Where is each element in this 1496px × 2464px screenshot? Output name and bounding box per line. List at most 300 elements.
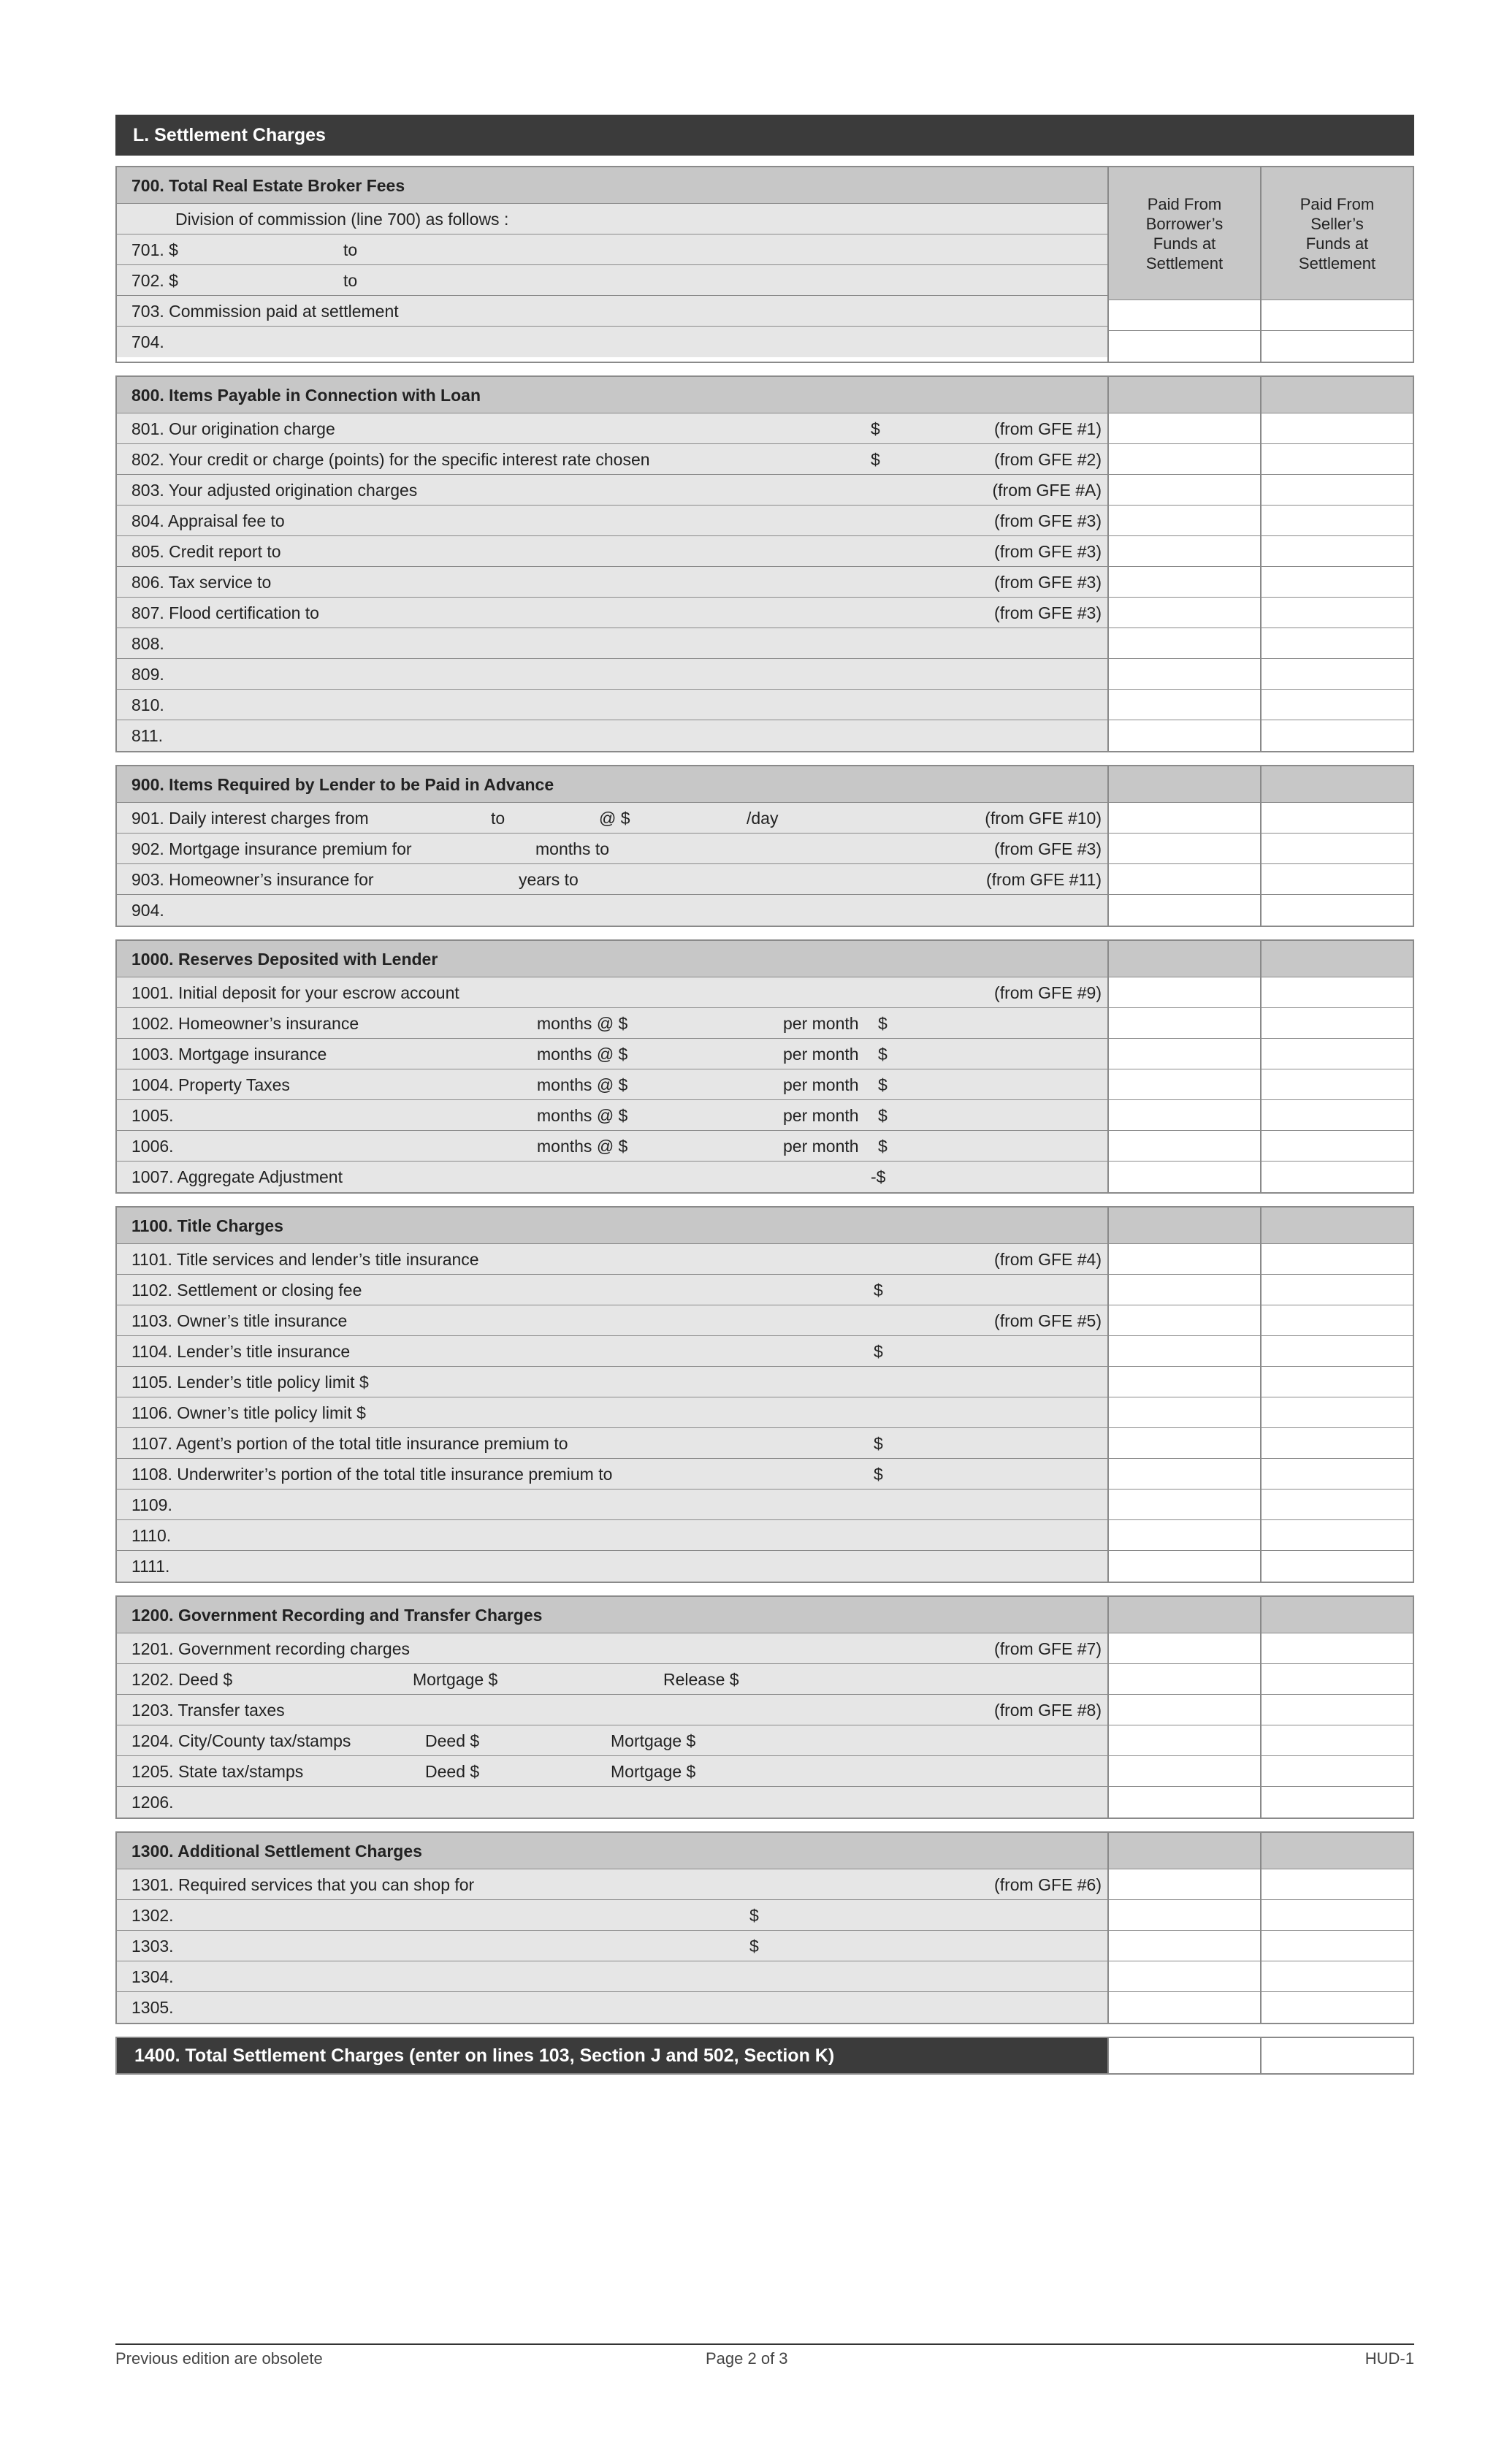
row-1202-release: Release $ [663, 1670, 739, 1689]
seller-amount-cell[interactable] [1262, 536, 1413, 567]
borrower-amount-cell[interactable] [1109, 895, 1260, 926]
borrower-amount-cell[interactable] [1109, 659, 1260, 690]
seller-amount-cell[interactable] [1262, 1520, 1413, 1551]
section-700 [115, 166, 1414, 363]
row-902-label: 902. Mortgage insurance premium for [131, 839, 412, 858]
row-label: 1101. Title services and lender’s title insurance [131, 1250, 479, 1269]
seller-column [1260, 1208, 1413, 1582]
section-1100 [115, 1206, 1414, 1583]
row-label: 807. Flood certification to [131, 603, 319, 622]
row-label: 808. [131, 634, 164, 653]
per-month-label: per month [783, 1137, 859, 1156]
seller-header-spacer [1262, 1208, 1413, 1244]
borrower-amount-cell[interactable] [1109, 1162, 1260, 1192]
seller-header-spacer [1262, 1597, 1413, 1633]
gfe-reference: (from GFE #1) [994, 419, 1102, 438]
months-at-label: months @ $ [537, 1014, 628, 1033]
row-1100-10[interactable] [117, 1551, 1107, 1582]
row-904-label: 904. [131, 901, 164, 920]
section-900 [115, 765, 1414, 927]
dollar-sign: $ [874, 1281, 883, 1300]
division-label: Division of commission (line 700) as follows : [175, 210, 509, 229]
row-903-years: years to [519, 870, 579, 889]
section-700-header: 700. Total Real Estate Broker Fees [117, 167, 1107, 204]
borrower-header-line: Funds at [1153, 234, 1216, 253]
row-label: 1108. Underwriter’s portion of the total title insurance premium to [131, 1465, 613, 1484]
row-label: 1104. Lender’s title insurance [131, 1342, 351, 1361]
gfe-reference: (from GFE #3) [994, 542, 1102, 561]
section-1000-header: 1000. Reserves Deposited with Lender [117, 941, 1107, 977]
seller-amount-cell[interactable] [1262, 1008, 1413, 1039]
dollar-sign: $ [749, 1937, 759, 1956]
row-1100-8[interactable] [117, 1490, 1107, 1520]
borrower-amount-cell[interactable] [1109, 1869, 1260, 1900]
seller-amount-cell[interactable] [1262, 1931, 1413, 1961]
per-month-label: per month [783, 1045, 859, 1064]
row-800-9[interactable] [117, 690, 1107, 720]
gfe-reference: (from GFE #A) [992, 481, 1102, 500]
seller-amount-cell[interactable] [1262, 1664, 1413, 1695]
row-division [117, 204, 1107, 234]
row-label: 810. [131, 695, 164, 714]
row-800-3[interactable] [117, 506, 1107, 536]
row-1202-mortgage: Mortgage $ [413, 1670, 498, 1689]
seller-amount-703[interactable] [1262, 300, 1413, 331]
row-label: 809. [131, 665, 164, 684]
row-1001-gfe: (from GFE #9) [994, 983, 1102, 1002]
borrower-header-spacer [1109, 766, 1260, 803]
seller-amount-cell[interactable] [1262, 413, 1413, 444]
seller-column [1260, 1597, 1413, 1818]
seller-amount-cell[interactable] [1262, 1633, 1413, 1664]
dollar-sign: $ [874, 1342, 883, 1361]
row-1001[interactable] [117, 977, 1107, 1008]
row-703-label: 703. Commission paid at settlement [131, 302, 399, 321]
seller-amount-cell[interactable] [1262, 977, 1413, 1008]
borrower-amount-cell[interactable] [1109, 1039, 1260, 1069]
row-1300-2[interactable] [117, 1931, 1107, 1961]
row-label: 1301. Required services that you can shop for [131, 1875, 475, 1894]
row-1300-0[interactable] [117, 1869, 1107, 1900]
borrower-amount-cell[interactable] [1109, 864, 1260, 895]
borrower-amount-cell[interactable] [1109, 598, 1260, 628]
borrower-amount-cell[interactable] [1109, 1551, 1260, 1582]
gfe-reference: (from GFE #6) [994, 1875, 1102, 1894]
row-1100-5[interactable] [117, 1397, 1107, 1428]
row-800-7[interactable] [117, 628, 1107, 659]
seller-amount-cell[interactable] [1262, 1725, 1413, 1756]
dollar-sign: $ [871, 419, 880, 438]
months-at-label: months @ $ [537, 1106, 628, 1125]
row-label: 1106. Owner’s title policy limit $ [131, 1403, 366, 1422]
row-1204-label: 1204. City/County tax/stamps [131, 1731, 351, 1750]
row-800-8[interactable] [117, 659, 1107, 690]
borrower-column [1107, 766, 1260, 926]
row-label: 801. Our origination charge [131, 419, 335, 438]
row-label: 1302. [131, 1906, 174, 1925]
row-label: 1109. [131, 1495, 172, 1514]
gfe-reference: (from GFE #4) [994, 1250, 1102, 1269]
seller-amount-cell[interactable] [1262, 1305, 1413, 1336]
borrower-amount-cell[interactable] [1109, 1305, 1260, 1336]
row-1100-4[interactable] [117, 1367, 1107, 1397]
borrower-amount-cell[interactable] [1109, 1367, 1260, 1397]
row-1007-dollar: -$ [871, 1167, 886, 1186]
seller-amount-cell[interactable] [1262, 1695, 1413, 1725]
seller-amount-cell[interactable] [1262, 1490, 1413, 1520]
borrower-amount-703[interactable] [1109, 300, 1260, 331]
seller-column [1260, 377, 1413, 751]
row-label: 1111. [131, 1557, 170, 1576]
borrower-header-line: Settlement [1145, 253, 1224, 272]
row-1202-label: 1202. Deed $ [131, 1670, 233, 1689]
row-label: 1105. Lender’s title policy limit $ [131, 1373, 369, 1392]
seller-amount-cell[interactable] [1262, 475, 1413, 506]
gfe-reference: (from GFE #3) [994, 573, 1102, 592]
seller-amount-cell[interactable] [1262, 1551, 1413, 1582]
seller-amount-cell[interactable] [1262, 1131, 1413, 1162]
row-label: 1003. Mortgage insurance [131, 1045, 327, 1064]
borrower-amount-cell[interactable] [1109, 1787, 1260, 1818]
borrower-amount-cell[interactable] [1109, 1131, 1260, 1162]
row-1204[interactable] [117, 1725, 1107, 1756]
row-903[interactable] [117, 864, 1107, 895]
borrower-amount-cell[interactable] [1109, 1008, 1260, 1039]
borrower-column [1107, 1833, 1260, 2023]
borrower-amount-cell[interactable] [1109, 1520, 1260, 1551]
row-1000-3[interactable] [117, 1100, 1107, 1131]
section-1000 [115, 939, 1414, 1194]
seller-amount-cell[interactable] [1262, 1992, 1413, 2023]
seller-amount-cell[interactable] [1262, 598, 1413, 628]
seller-header-spacer [1262, 766, 1413, 803]
seller-header-line: Settlement [1298, 253, 1376, 272]
seller-header-spacer [1262, 1833, 1413, 1869]
borrower-amount-cell[interactable] [1109, 690, 1260, 720]
row-1000-4[interactable] [117, 1131, 1107, 1162]
row-1100-6[interactable] [117, 1428, 1107, 1459]
row-1300-1[interactable] [117, 1900, 1107, 1931]
row-1000-1[interactable] [117, 1039, 1107, 1069]
borrower-amount-cell[interactable] [1109, 628, 1260, 659]
row-702-to: to [343, 271, 358, 290]
borrower-amount-cell[interactable] [1109, 1695, 1260, 1725]
row-1205-mortgage: Mortgage $ [611, 1762, 696, 1781]
total-label: 1400. Total Settlement Charges (enter on lines 103, Section J and 502, Section K) [117, 2038, 1107, 2073]
seller-amount-cell[interactable] [1262, 834, 1413, 864]
dollar-sign: $ [874, 1434, 883, 1453]
borrower-amount-cell[interactable] [1109, 1490, 1260, 1520]
borrower-amount-cell[interactable] [1109, 1336, 1260, 1367]
section-1300 [115, 1831, 1414, 2024]
borrower-amount-cell[interactable] [1109, 1992, 1260, 2023]
seller-header-line: Paid From [1300, 194, 1375, 213]
row-901-day: /day [747, 809, 779, 828]
seller-amount-cell[interactable] [1262, 1428, 1413, 1459]
dollar-sign: $ [749, 1906, 759, 1925]
per-month-label: per month [783, 1075, 859, 1094]
borrower-column [1107, 377, 1260, 751]
row-1205[interactable] [117, 1756, 1107, 1787]
borrower-amount-cell[interactable] [1109, 1397, 1260, 1428]
row-901-to: to [491, 809, 505, 828]
row-1000-2[interactable] [117, 1069, 1107, 1100]
row-800-6[interactable] [117, 598, 1107, 628]
seller-column-header [1262, 167, 1413, 300]
borrower-header-line: Paid From [1147, 194, 1222, 213]
row-1203-label: 1203. Transfer taxes [131, 1701, 285, 1720]
row-901-label: 901. Daily interest charges from [131, 809, 369, 828]
section-1300-header: 1300. Additional Settlement Charges [117, 1833, 1107, 1869]
seller-amount-cell[interactable] [1262, 1397, 1413, 1428]
seller-amount-cell[interactable] [1262, 1459, 1413, 1490]
seller-amount-cell[interactable] [1262, 1069, 1413, 1100]
row-1100-3[interactable] [117, 1336, 1107, 1367]
borrower-amount-cell[interactable] [1109, 475, 1260, 506]
row-1100-0[interactable] [117, 1244, 1107, 1275]
borrower-column [1107, 167, 1260, 362]
row-800-1[interactable] [117, 444, 1107, 475]
section-800 [115, 375, 1414, 752]
borrower-amount-cell[interactable] [1109, 834, 1260, 864]
borrower-header-spacer [1109, 941, 1260, 977]
row-1201[interactable] [117, 1633, 1107, 1664]
seller-amount-cell[interactable] [1262, 1336, 1413, 1367]
gfe-reference: (from GFE #2) [994, 450, 1102, 469]
seller-amount-cell[interactable] [1262, 1039, 1413, 1069]
row-800-2[interactable] [117, 475, 1107, 506]
row-label: 1103. Owner’s title insurance [131, 1311, 348, 1330]
dollar-sign: $ [878, 1075, 888, 1094]
row-1204-deed: Deed $ [425, 1731, 480, 1750]
seller-amount-cell[interactable] [1262, 628, 1413, 659]
gfe-reference: (from GFE #3) [994, 511, 1102, 530]
borrower-header-spacer [1109, 1833, 1260, 1869]
seller-amount-cell[interactable] [1262, 506, 1413, 536]
seller-column [1260, 1833, 1413, 2023]
seller-amount-cell[interactable] [1262, 720, 1413, 751]
months-at-label: months @ $ [537, 1075, 628, 1094]
seller-column [1260, 941, 1413, 1192]
row-1007[interactable] [117, 1162, 1107, 1192]
row-label: 1303. [131, 1937, 174, 1956]
gfe-reference: (from GFE #5) [994, 1311, 1102, 1330]
row-label: 806. Tax service to [131, 573, 272, 592]
row-903-gfe: (from GFE #11) [985, 870, 1102, 889]
footer-edition-note: Previous edition are obsolete [115, 2349, 323, 2368]
borrower-amount-cell[interactable] [1109, 1633, 1260, 1664]
row-label: 1304. [131, 1967, 174, 1986]
seller-amount-cell[interactable] [1262, 444, 1413, 475]
row-1100-2[interactable] [117, 1305, 1107, 1336]
row-903-label: 903. Homeowner’s insurance for [131, 870, 374, 889]
row-800-4[interactable] [117, 536, 1107, 567]
dollar-sign: $ [878, 1014, 888, 1033]
seller-amount-cell[interactable] [1262, 1900, 1413, 1931]
borrower-amount-704[interactable] [1109, 331, 1260, 362]
row-1201-gfe: (from GFE #7) [994, 1639, 1102, 1658]
borrower-amount-cell[interactable] [1109, 1900, 1260, 1931]
borrower-amount-cell[interactable] [1109, 1756, 1260, 1787]
row-label: 1005. [131, 1106, 174, 1125]
per-month-label: per month [783, 1106, 859, 1125]
seller-total-amount[interactable] [1260, 2038, 1413, 2073]
per-month-label: per month [783, 1014, 859, 1033]
section-1200 [115, 1595, 1414, 1819]
seller-amount-cell[interactable] [1262, 659, 1413, 690]
seller-header-spacer [1262, 941, 1413, 977]
section-900-header: 900. Items Required by Lender to be Paid in Advance [117, 766, 1107, 803]
borrower-amount-cell[interactable] [1109, 536, 1260, 567]
dollar-sign: $ [878, 1137, 888, 1156]
borrower-column [1107, 1597, 1260, 1818]
row-1100-9[interactable] [117, 1520, 1107, 1551]
footer-form-id: HUD-1 [1365, 2349, 1414, 2368]
seller-amount-cell[interactable] [1262, 567, 1413, 598]
row-1100-7[interactable] [117, 1459, 1107, 1490]
row-label: 804. Appraisal fee to [131, 511, 285, 530]
seller-amount-704[interactable] [1262, 331, 1413, 362]
months-at-label: months @ $ [537, 1137, 628, 1156]
row-901-gfe: (from GFE #10) [985, 809, 1102, 828]
borrower-amount-cell[interactable] [1109, 1725, 1260, 1756]
borrower-amount-cell[interactable] [1109, 1931, 1260, 1961]
seller-column [1260, 766, 1413, 926]
borrower-amount-cell[interactable] [1109, 567, 1260, 598]
seller-amount-cell[interactable] [1262, 1869, 1413, 1900]
borrower-amount-cell[interactable] [1109, 720, 1260, 751]
row-702-label: 702. $ [131, 271, 178, 290]
seller-amount-cell[interactable] [1262, 895, 1413, 926]
seller-amount-cell[interactable] [1262, 1367, 1413, 1397]
borrower-header-spacer [1109, 377, 1260, 413]
row-1203-gfe: (from GFE #8) [994, 1701, 1102, 1720]
dollar-sign: $ [878, 1106, 888, 1125]
row-703[interactable] [117, 296, 1107, 327]
seller-amount-cell[interactable] [1262, 1961, 1413, 1992]
seller-amount-cell[interactable] [1262, 1787, 1413, 1818]
settlement-charges-form [115, 115, 1414, 2075]
seller-amount-cell[interactable] [1262, 803, 1413, 834]
row-1000-0[interactable] [117, 1008, 1107, 1039]
row-701-label: 701. $ [131, 240, 178, 259]
row-902-months: months to [535, 839, 609, 858]
seller-amount-cell[interactable] [1262, 1244, 1413, 1275]
row-1202[interactable] [117, 1664, 1107, 1695]
row-label: 1305. [131, 1998, 174, 2017]
dollar-sign: $ [878, 1045, 888, 1064]
borrower-column-header [1109, 167, 1260, 300]
row-1206[interactable] [117, 1787, 1107, 1818]
borrower-amount-cell[interactable] [1109, 506, 1260, 536]
seller-amount-cell[interactable] [1262, 690, 1413, 720]
row-label: 1006. [131, 1137, 174, 1156]
row-800-10[interactable] [117, 720, 1107, 751]
months-at-label: months @ $ [537, 1045, 628, 1064]
seller-header-line: Seller’s [1310, 214, 1364, 233]
row-1205-label: 1205. State tax/stamps [131, 1762, 304, 1781]
row-1100-1[interactable] [117, 1275, 1107, 1305]
borrower-total-amount[interactable] [1107, 2038, 1260, 2073]
borrower-column [1107, 1208, 1260, 1582]
row-1205-deed: Deed $ [425, 1762, 480, 1781]
borrower-amount-cell[interactable] [1109, 1428, 1260, 1459]
borrower-header-line: Borrower’s [1145, 214, 1224, 233]
row-901-at: @ $ [599, 809, 630, 828]
section-1100-header: 1100. Title Charges [117, 1208, 1107, 1244]
row-label: 1004. Property Taxes [131, 1075, 290, 1094]
row-label: 1110. [131, 1526, 172, 1545]
row-704[interactable] [117, 327, 1107, 357]
seller-header-line: Funds at [1305, 234, 1369, 253]
row-902[interactable] [117, 834, 1107, 864]
row-1300-4[interactable] [117, 1992, 1107, 2023]
row-800-0[interactable] [117, 413, 1107, 444]
row-1201-label: 1201. Government recording charges [131, 1639, 410, 1658]
seller-column [1260, 167, 1413, 362]
row-1001-label: 1001. Initial deposit for your escrow account [131, 983, 459, 1002]
borrower-amount-cell[interactable] [1109, 803, 1260, 834]
borrower-amount-cell[interactable] [1109, 1664, 1260, 1695]
seller-amount-cell[interactable] [1262, 1162, 1413, 1192]
row-label: 1107. Agent’s portion of the total title insurance premium to [131, 1434, 568, 1453]
page-footer [115, 2343, 1414, 2374]
row-1204-mortgage: Mortgage $ [611, 1731, 696, 1750]
borrower-amount-cell[interactable] [1109, 1459, 1260, 1490]
row-701[interactable] [117, 234, 1107, 265]
borrower-amount-cell[interactable] [1109, 1244, 1260, 1275]
row-702[interactable] [117, 265, 1107, 296]
row-label: 1102. Settlement or closing fee [131, 1281, 362, 1300]
dollar-sign: $ [871, 450, 880, 469]
row-1300-3[interactable] [117, 1961, 1107, 1992]
row-800-5[interactable] [117, 567, 1107, 598]
borrower-header-spacer [1109, 1208, 1260, 1244]
borrower-column [1107, 941, 1260, 1192]
row-label: 805. Credit report to [131, 542, 281, 561]
section-1400-total [115, 2037, 1414, 2075]
borrower-amount-cell[interactable] [1109, 1961, 1260, 1992]
row-label: 802. Your credit or charge (points) for the specific interest rate chosen [131, 450, 650, 469]
borrower-amount-cell[interactable] [1109, 1275, 1260, 1305]
section-title: L. Settlement Charges [115, 115, 1414, 156]
seller-amount-cell[interactable] [1262, 1756, 1413, 1787]
row-label: 803. Your adjusted origination charges [131, 481, 418, 500]
borrower-amount-cell[interactable] [1109, 413, 1260, 444]
row-label: 1002. Homeowner’s insurance [131, 1014, 359, 1033]
borrower-amount-cell[interactable] [1109, 444, 1260, 475]
borrower-amount-cell[interactable] [1109, 1100, 1260, 1131]
footer-page-number: Page 2 of 3 [706, 2349, 788, 2368]
row-label: 811. [131, 726, 164, 745]
section-800-header: 800. Items Payable in Connection with Loan [117, 377, 1107, 413]
row-1203[interactable] [117, 1695, 1107, 1725]
section-1200-header: 1200. Government Recording and Transfer Charges [117, 1597, 1107, 1633]
row-902-gfe: (from GFE #3) [994, 839, 1102, 858]
seller-amount-cell[interactable] [1262, 1100, 1413, 1131]
seller-amount-cell[interactable] [1262, 1275, 1413, 1305]
row-901[interactable] [117, 803, 1107, 834]
gfe-reference: (from GFE #3) [994, 603, 1102, 622]
borrower-amount-cell[interactable] [1109, 977, 1260, 1008]
seller-header-spacer [1262, 377, 1413, 413]
row-904[interactable] [117, 895, 1107, 926]
row-1206-label: 1206. [131, 1793, 174, 1812]
dollar-sign: $ [874, 1465, 883, 1484]
seller-amount-cell[interactable] [1262, 864, 1413, 895]
borrower-amount-cell[interactable] [1109, 1069, 1260, 1100]
row-1007-label: 1007. Aggregate Adjustment [131, 1167, 343, 1186]
